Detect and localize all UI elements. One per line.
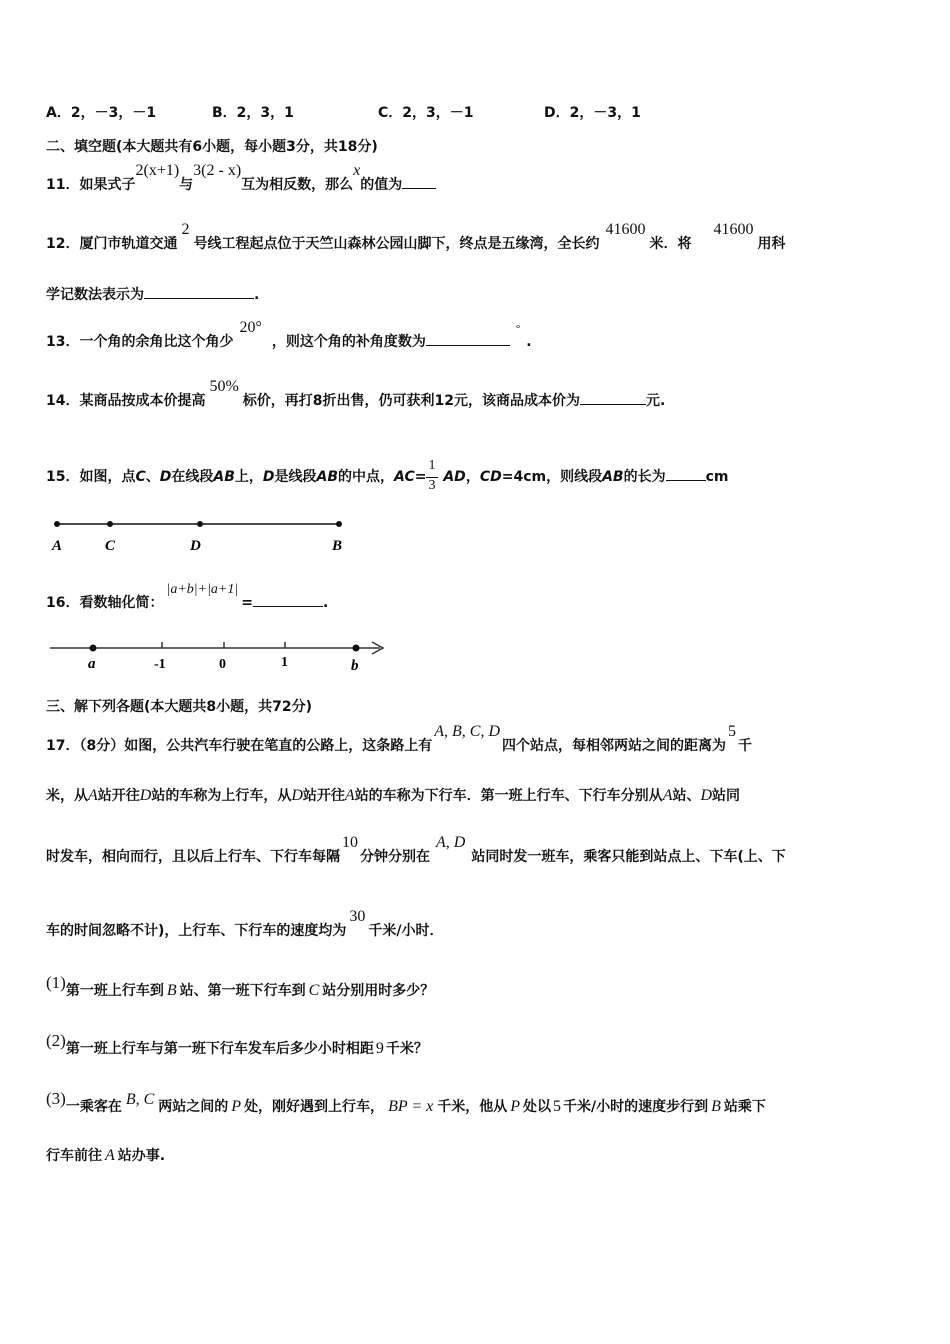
question-13: 13．一个角的余角比这个角少20°，则这个角的补角度数为°. xyxy=(46,319,532,350)
point-a-dot xyxy=(90,645,97,652)
q14-answer-blank[interactable] xyxy=(580,390,646,405)
question-11: 11．如果式子2(x+1)与3(2 - x)互为相反数，那么x的值为 xyxy=(46,174,436,195)
point-c xyxy=(107,521,113,527)
label-a: A xyxy=(52,538,63,554)
point-b-dot xyxy=(353,645,360,652)
option-a: A．2，－3，－1 xyxy=(46,105,157,121)
options-row xyxy=(46,103,641,123)
q16-expression: |a+b|+|a+1| xyxy=(166,582,239,597)
label-b: B xyxy=(332,538,343,554)
question-17-part-3-line2: 行车前往 A 站办事. xyxy=(46,1147,166,1164)
point-b xyxy=(336,521,342,527)
label-c: C xyxy=(105,538,116,554)
section-3-title: 三、解下列各题(本大题共8小题，共72分) xyxy=(46,699,313,715)
question-17-line2: 米，从A站开往D站的车称为上行车，从D站开往A站的车称为下行车．第一班上行车、下行车分别从A站、D站同 xyxy=(46,787,741,804)
option-c: C．2，3，－1 xyxy=(378,105,474,121)
question-17-line1: 17．（8分）如图，公共汽车行驶在笔直的公路上，这条路上有A, B, C, D四个站点，每相邻两站之间的距离为5千 xyxy=(46,723,753,754)
question-17-line3: 时发车，相向而行，且以后上行车、下行车每隔10分钟分别在A, D站同时发一班车，乘客只能到站点上、下车(上、下 xyxy=(46,834,786,865)
number-line-figure xyxy=(45,636,390,676)
question-17-line4: 车的时间忽略不计)，上行车、下行车的速度均为30千米/小时． xyxy=(46,908,444,939)
question-12-line2: 学记数法表示为 . xyxy=(46,284,259,305)
fraction-one-third: $\frac{1}{3}$ xyxy=(426,460,438,494)
label-b: b xyxy=(351,658,359,674)
label-d: D xyxy=(190,538,201,554)
q11-expr2: 3(2 - x) xyxy=(193,162,242,179)
q11-expr1: 2(x+1) xyxy=(135,162,180,179)
question-17-part-2: (2)第一班上行车与第一班下行车发车后多少小时相距 9 千米？ xyxy=(46,1031,428,1057)
question-15: 15．如图，点C、D在线段AB上，D是线段AB的中点，AC= $\frac{1}{3}$ AD，CD=4cm，则线段AB的长为 cm xyxy=(46,458,729,493)
point-a xyxy=(54,521,60,527)
label-one: 1 xyxy=(281,655,288,670)
q16-answer-blank[interactable] xyxy=(253,592,323,607)
q13-answer-blank[interactable] xyxy=(426,331,510,346)
q11-answer-blank[interactable] xyxy=(402,174,436,189)
question-17-part-1: (1)第一班上行车到 B 站、第一班下行车到 C 站分别用时多少？ xyxy=(46,973,435,999)
segment-figure xyxy=(45,512,355,558)
question-12: 12．厦门市轨道交通2号线工程起点位于天竺山森林公园山脚下，终点是五缘湾，全长约41600米．将41600用科 xyxy=(46,221,786,252)
section-2-title: 二、填空题(本大题共有6小题，每小题3分，共18分) xyxy=(46,139,378,155)
label-a: a xyxy=(88,656,96,672)
question-17-part-3: (3)一乘客在 B, C 两站之间的 P 处，刚好遇到上行车， BP = x 千米，他从 P 处以 5 千米/小时的速度步行到 B 站乘下 xyxy=(46,1089,766,1115)
point-d xyxy=(197,521,203,527)
question-14: 14．某商品按成本价提高50%标价，再打8折出售，仍可获利12元，该商品成本价为 元. xyxy=(46,378,666,409)
q15-answer-blank[interactable] xyxy=(666,466,706,481)
q12-answer-blank[interactable] xyxy=(144,284,254,299)
option-b: B．2，3，1 xyxy=(212,105,294,121)
question-16: 16．看数轴化简：|a+b|+|a+1|= . xyxy=(46,582,329,611)
q11-var: x xyxy=(353,162,361,179)
option-d: D．2，－3，1 xyxy=(544,105,641,121)
label-zero: 0 xyxy=(219,657,226,672)
label-minus-one: -1 xyxy=(154,657,166,672)
